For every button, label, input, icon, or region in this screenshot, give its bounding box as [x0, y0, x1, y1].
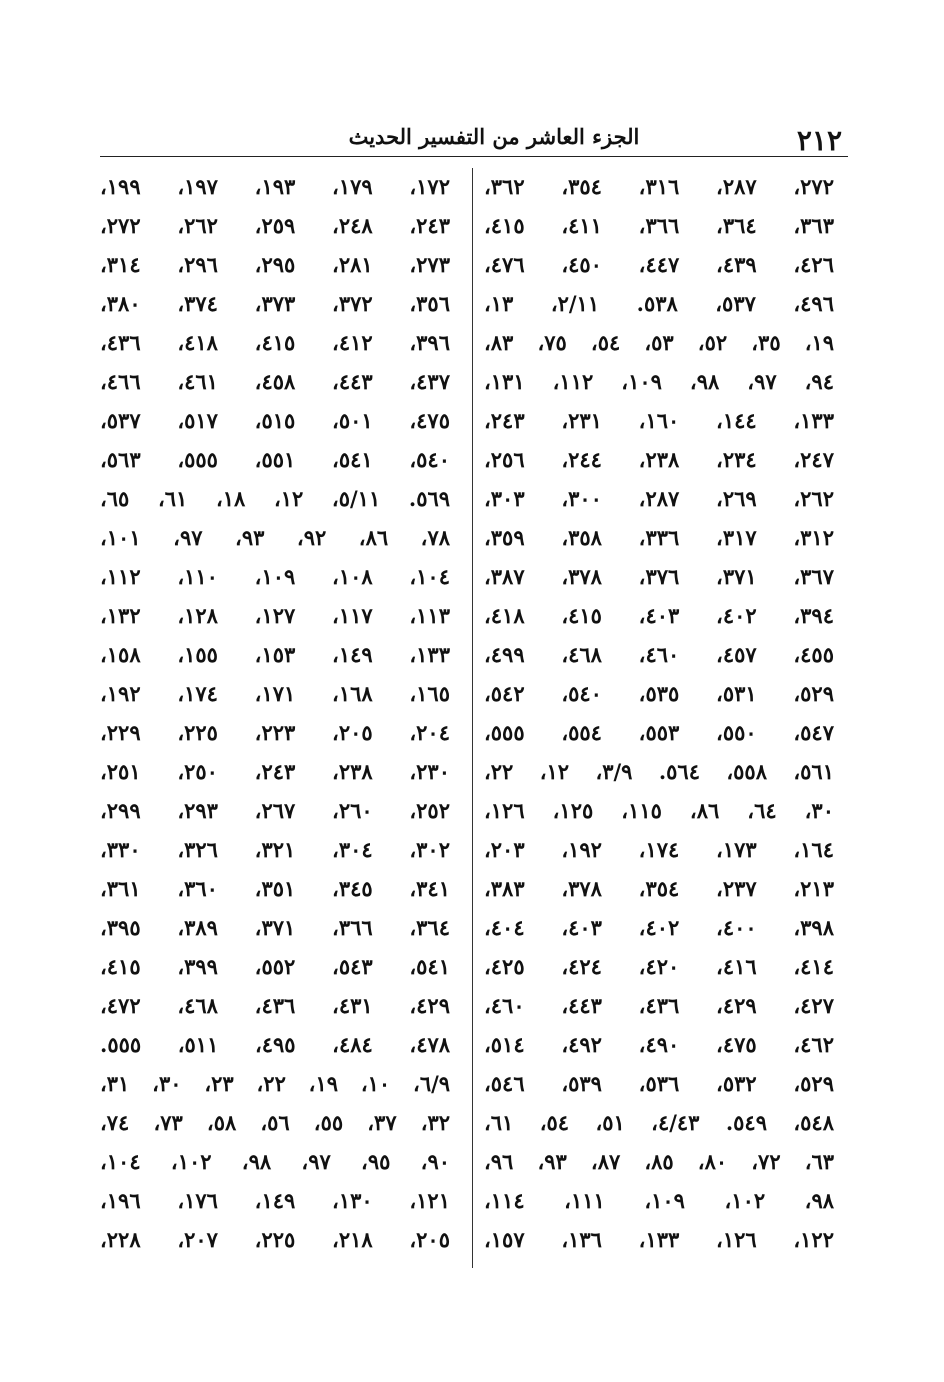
index-line: ٤٦٢، ٤٧٥، ٤٩٠، ٤٩٢، ٥١٤،: [484, 1032, 834, 1057]
index-line: ٣٠٢، ٣٠٤، ٣٢١، ٣٢٦، ٣٣٠،: [100, 837, 450, 862]
index-line: ٢٧٣، ٢٨١، ٢٩٥، ٢٩٦، ٣١٤،: [100, 252, 450, 277]
index-line: ١٢١، ١٣٠، ١٤٩، ١٧٦، ١٩٦،: [100, 1188, 450, 1213]
page-header: [100, 118, 848, 157]
index-line: ٣٥٦، ٣٧٢، ٣٧٣، ٣٧٤، ٣٨٠،: [100, 291, 450, 316]
index-line: ١٧٢، ١٧٩، ١٩٣، ١٩٧، ١٩٩،: [100, 174, 450, 199]
index-column-right: [484, 172, 834, 1264]
index-line: ٥٤١، ٥٤٣، ٥٥٢، ٣٩٩، ٤١٥،: [100, 954, 450, 979]
index-line: ١٠٤، ١٠٨، ١٠٩، ١١٠، ١١٢،: [100, 564, 450, 589]
index-line: ٩٤، ٩٧، ٩٨، ١٠٩، ١١٢، ١٣١،: [484, 369, 834, 394]
index-line: ٥٢٩، ٥٣١، ٥٣٥، ٥٤٠، ٥٤٢،: [484, 681, 834, 706]
index-line: ٤٥٥، ٤٥٧، ٤٦٠، ٤٦٨، ٤٩٩،: [484, 642, 834, 667]
index-line: ٤٢٦، ٤٣٩، ٤٤٧، ٤٥٠، ٤٧٦،: [484, 252, 834, 277]
index-line: ٥٦٩. ٥/١١، ١٢، ١٨، ٦١، ٦٥،: [100, 486, 451, 511]
index-line: ٢٠٥، ٢١٨، ٢٢٥، ٢٠٧، ٢٢٨،: [100, 1227, 450, 1252]
index-line: ٤٧٨، ٤٨٤، ٤٩٥، ٥١١، ٥٥٥.: [100, 1032, 451, 1057]
index-line: ٣٦٣، ٣٦٤، ٣٦٦، ٤١١، ٤١٥،: [484, 213, 834, 238]
index-line: ٢٦٢، ٢٦٩، ٢٨٧، ٣٠٠، ٣٠٣،: [484, 486, 834, 511]
index-line: ٣٩٤، ٤٠٢، ٤٠٣، ٤١٥، ٤١٨،: [484, 603, 834, 628]
index-line: ٢٧٢، ٢٨٧، ٣١٦، ٣٥٤، ٣٦٢،: [484, 174, 834, 199]
index-line: ٦/٩، ١٠، ١٩، ٢٢، ٢٣، ٣٠، ٣١،: [100, 1071, 451, 1096]
index-line: ١٣٣، ١٤٤، ١٦٠، ٢٣١، ٢٤٣،: [484, 408, 834, 433]
index-line: ٢٣٠، ٢٣٨، ٢٤٣، ٢٥٠، ٢٥١،: [100, 759, 450, 784]
index-column-left: [100, 172, 450, 1264]
index-line: ٣٩٦، ٤١٢، ٤١٥، ٤١٨، ٤٣٦،: [100, 330, 450, 355]
index-line: ١٦٥، ١٦٨، ١٧١، ١٧٤، ١٩٢،: [100, 681, 450, 706]
index-line: ٥٢٩، ٥٣٢، ٥٣٦، ٥٣٩، ٥٤٦،: [484, 1071, 834, 1096]
index-line: ٤٧٥، ٥٠١، ٥١٥، ٥١٧، ٥٣٧،: [100, 408, 450, 433]
index-line: ٢٤٣، ٢٤٨، ٢٥٩، ٢٦٢، ٢٧٢،: [100, 213, 450, 238]
index-line: ٤٣٧، ٤٤٣، ٤٥٨، ٤٦١، ٤٦٦،: [100, 369, 450, 394]
index-line: ٩٠، ٩٥، ٩٧، ٩٨، ١٠٢، ١٠٤،: [100, 1149, 451, 1174]
index-line: ١١٣، ١١٧، ١٢٧، ١٢٨، ١٣٢،: [100, 603, 450, 628]
index-line: ١٣٣، ١٤٩، ١٥٣، ١٥٥، ١٥٨،: [100, 642, 450, 667]
running-title: الجزء العاشر من التفسير الحديث: [348, 124, 640, 149]
index-line: ٥٤٠، ٥٤١، ٥٥١، ٥٥٥، ٥٦٣،: [100, 447, 450, 472]
index-line: ٤٩٦، ٥٣٧، ٥٣٨. ٢/١١، ١٣،: [484, 291, 834, 316]
index-line: ١٦٤، ١٧٣، ١٧٤، ١٩٢، ٢٠٣،: [484, 837, 834, 862]
index-line: ٤٢٩، ٤٣١، ٤٣٦، ٤٦٨، ٤٧٢،: [100, 993, 450, 1018]
index-line: ٣٠، ٦٤، ٨٦، ١١٥، ١٢٥، ١٢٦،: [484, 798, 834, 823]
index-line: ٦٣، ٧٢، ٨٠، ٨٥، ٨٧، ٩٣، ٩٦،: [484, 1149, 835, 1174]
index-line: ٣٦٧، ٣٧١، ٣٧٦، ٣٧٨، ٣٨٧،: [484, 564, 834, 589]
index-line: ٣٢، ٣٧، ٥٥، ٥٦، ٥٨، ٧٣، ٧٤،: [100, 1110, 451, 1135]
index-line: ٧٨، ٨٦، ٩٢، ٩٣، ٩٧، ١٠١،: [100, 525, 450, 550]
index-line: ٤١٤، ٤١٦، ٤٢٠، ٤٢٤، ٤٢٥،: [484, 954, 834, 979]
index-line: ٢٠٤، ٢٠٥، ٢٢٣، ٢٢٥، ٢٢٩،: [100, 720, 450, 745]
page-number: ٢١٢: [796, 124, 842, 157]
index-line: ٥٤٧، ٥٥٠، ٥٥٣، ٥٥٤، ٥٥٥،: [484, 720, 834, 745]
index-line: ٣٦٤، ٣٦٦، ٣٧١، ٣٨٩، ٣٩٥،: [100, 915, 450, 940]
index-line: ٢٤٧، ٢٣٤، ٢٣٨، ٢٤٤، ٢٥٦،: [484, 447, 834, 472]
index-line: ٥٦١، ٥٥٨، ٥٦٤. ٣/٩، ١٢، ٢٢،: [484, 759, 834, 784]
index-line: ٥٤٨، ٥٤٩. ٤/٤٣، ٥١، ٥٤، ٦١،: [484, 1110, 834, 1135]
index-line: ٣٤١، ٣٤٥، ٣٥١، ٣٦٠، ٣٦١،: [100, 876, 450, 901]
index-line: ٢٥٢، ٢٦٠، ٢٦٧، ٢٩٣، ٢٩٩،: [100, 798, 450, 823]
index-line: ١٢٢، ١٢٦، ١٣٣، ١٣٦، ١٥٧،: [484, 1227, 834, 1252]
column-divider: [472, 168, 473, 1268]
index-line: ١٩، ٣٥، ٥٢، ٥٣، ٥٤، ٧٥، ٨٣،: [484, 330, 835, 355]
index-line: ٣٩٨، ٤٠٠، ٤٠٢، ٤٠٣، ٤٠٤،: [484, 915, 834, 940]
index-line: ٩٨، ١٠٢، ١٠٩، ١١١، ١١٤،: [484, 1188, 835, 1213]
index-line: ٢١٣، ٢٣٧، ٣٥٤، ٣٧٨، ٣٨٣،: [484, 876, 834, 901]
index-line: ٣١٢، ٣١٧، ٣٣٦، ٣٥٨، ٣٥٩،: [484, 525, 834, 550]
index-line: ٤٢٧، ٤٢٩، ٤٣٦، ٤٤٣، ٤٦٠،: [484, 993, 834, 1018]
